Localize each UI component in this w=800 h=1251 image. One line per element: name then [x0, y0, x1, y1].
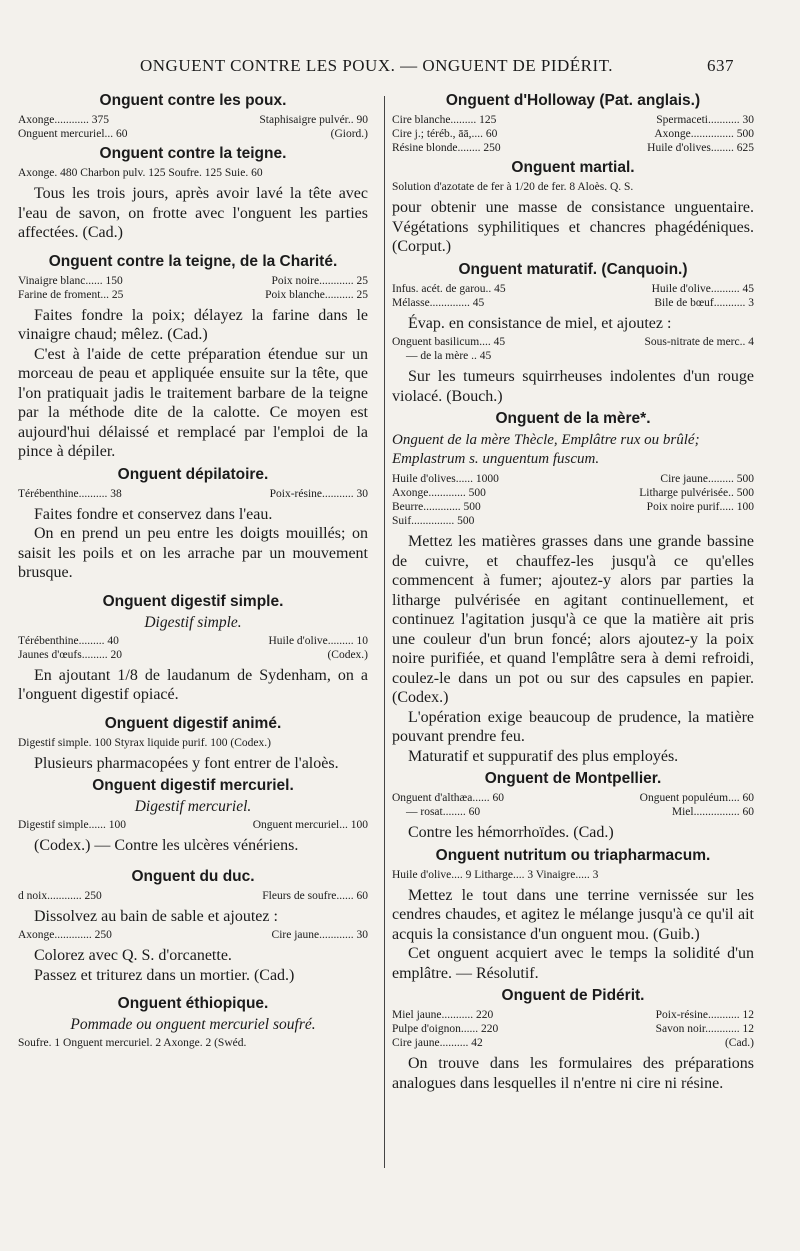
ingredient-line: Solution d'azotate de fer à 1/20 de fer. 8 Aloès. Q. S. [392, 181, 634, 193]
ingredient: Farine de froment... 25 [18, 288, 124, 301]
section-title: Onguent du duc. [131, 867, 255, 885]
ingredient: Axonge............. 500 [392, 487, 486, 499]
ingredient: Infus. acét. de garou.. 45 [392, 282, 506, 295]
section-title: Onguent dépilatoire. [117, 465, 269, 483]
ingredient-line: Digestif simple. 100 Styrax liquide purif. 100 (Codex.) [18, 736, 271, 749]
ingredient: Vinaigre blanc...... 150 [18, 274, 123, 287]
ingredient: Huile d'olives........ 625 [647, 142, 754, 154]
ingredient: Onguent populéum.... 60 [639, 792, 754, 804]
ingredient: Poix-résine........... 30 [269, 487, 368, 500]
ingredient: Onguent mercuriel... 60 [18, 128, 128, 140]
ingredient: — de la mère .. 45 [406, 350, 492, 362]
ingredient-list [392, 472, 754, 528]
paragraph: En ajoutant 1/8 de laudanum de Sydenham, on a l'onguent digestif opiacé. [18, 666, 368, 703]
paragraph: Tous les trois jours, après avoir lavé la tête avec l'eau de savon, on frotte avec l'onguent les parties affectées. (Cad.) [18, 185, 368, 241]
subtitle: Digestif mercuriel. [134, 798, 252, 815]
paragraph: Évap. en consistance de miel, et ajoutez : [408, 314, 672, 332]
ingredient: Axonge............... 500 [654, 128, 754, 140]
ingredient: Résine blonde........ 250 [392, 142, 501, 154]
ingredient: Fleurs de soufre...... 60 [262, 889, 368, 902]
ingredient: Onguent basilicum.... 45 [392, 336, 506, 348]
ingredient: Savon noir............ 12 [655, 1023, 754, 1035]
ingredient: Cire blanche......... 125 [392, 114, 497, 126]
paragraph: Plusieurs pharmacopées y font entrer de l'aloès. [34, 754, 339, 772]
subtitle: Onguent de la mère Thècle, Emplâtre rux ou brûlé; Emplastrum s. unguentum fuscum. [392, 432, 700, 467]
ingredient: Cire jaune......... 500 [660, 473, 754, 485]
paragraph: Mettez les matières grasses dans une grande bassine de cuivre, et chauffez-les jusqu'à ce qu'elles commencent à fumer; ajoutez-y alors par parties la litharge pulvérisée en agitant continuellement, et continuez l'agitation jusqu'à ce que la matière ait pris une couleur d'un brun foncé; alors ajoutez-y la poix noire purifiée, et quand l'emplâtre sera à demi refroidi, coulez-le dans un pot ou sur des capsules en papier. (Codex.) [392, 533, 754, 706]
paragraph: On en prend un peu entre les doigts mouillés; on saisit les poils et on les arrache par un mouvement brusque. [18, 525, 368, 581]
ingredient-list [18, 274, 368, 302]
paragraph: Mettez le tout dans une terrine vernissée sur les cendres chaudes, et agitez le mélange jusqu'à ce qu'il ait acquis la consistance d'un onguent mou. (Guib.) [392, 886, 754, 943]
ingredient-list [18, 113, 368, 141]
source-citation: (Cad.) [724, 1037, 754, 1049]
paragraph: Sur les tumeurs squirrheuses indolentes d'un rouge violacé. (Bouch.) [392, 368, 754, 405]
ingredient: Miel................ 60 [671, 806, 754, 818]
paragraph: Faites fondre la poix; délayez la farine dans le vinaigre chaud; mêlez. (Cad.) [18, 306, 368, 343]
section-title: Onguent de la mère*. [495, 410, 651, 427]
ingredient: Poix-résine........... 12 [655, 1009, 754, 1021]
section-title: Onguent contre la teigne. [99, 145, 287, 162]
ingredient-list [392, 1008, 754, 1050]
paragraph: Contre les hémorrhoïdes. (Cad.) [408, 824, 614, 841]
section-title: Onguent contre les poux. [99, 92, 287, 109]
ingredient: Axonge............ 375 [18, 114, 110, 126]
section-title: Onguent d'Holloway (Pat. anglais.) [445, 92, 701, 109]
ingredient-line: Soufre. 1 Onguent mercuriel. 2 Axonge. 2 (Swéd. [18, 1037, 247, 1049]
paragraph: Faites fondre et conservez dans l'eau. [34, 505, 273, 523]
column-divider [384, 96, 385, 1168]
ingredient: Térébenthine.......... 38 [18, 487, 122, 500]
paragraph: (Codex.) — Contre les ulcères vénériens. [34, 837, 299, 854]
ingredient: Bile de bœuf........... 3 [654, 296, 754, 309]
running-title: ONGUENT CONTRE LES POUX. — ONGUENT DE PIDÉRIT. [140, 56, 614, 75]
section-title: Onguent de Montpellier. [484, 770, 662, 787]
ingredient: Térébenthine......... 40 [18, 634, 119, 647]
ingredient-list [392, 791, 754, 819]
paragraph: C'est à l'aide de cette préparation étendue sur un morceau de peau et appliquée ensuite sur la tête, que l'on pratiquait jadis le traitement barbare de la teigne par la méthode dite de la calotte. Ce moyen est aujourd'hui délaissé et remplacé par l'emploi de la pince à dépiler. [18, 345, 368, 460]
section-title: Onguent digestif simple. [102, 592, 284, 610]
ingredient: Cire jaune.......... 42 [392, 1037, 483, 1049]
ingredient: Poix blanche.......... 25 [265, 288, 368, 301]
source-citation: (Codex.) [327, 648, 368, 661]
paragraph: Colorez avec Q. S. d'orcanette. [34, 947, 232, 964]
ingredient: Pulpe d'oignon...... 220 [392, 1023, 499, 1035]
paragraph: Maturatif et suppuratif des plus employés. [408, 747, 679, 765]
ingredient: Poix noire purif..... 100 [646, 501, 754, 513]
paragraph: Cet onguent acquiert avec le temps la solidité d'un emplâtre. — Résolutif. [392, 945, 754, 982]
ingredient: Beurre............. 500 [392, 501, 481, 513]
section-title: Onguent maturatif. (Canquoin.) [458, 260, 688, 278]
ingredient-list [392, 335, 754, 363]
ingredient-list [392, 113, 754, 155]
left-column [18, 88, 368, 1054]
subtitle: Pommade ou onguent mercuriel soufré. [70, 1016, 316, 1033]
ingredient: Miel jaune........... 220 [392, 1009, 494, 1021]
paragraph: L'opération exige beaucoup de prudence, la matière pouvant prendre feu. [392, 708, 754, 745]
section-title: Onguent nutritum ou triapharmacum. [435, 846, 711, 864]
paragraph: Passez et triturez dans un mortier. (Cad.) [34, 966, 295, 984]
section-title: Onguent contre la teigne, de la Charité. [48, 252, 338, 270]
ingredient: Huile d'olives...... 1000 [392, 473, 499, 485]
ingredient: Huile d'olive.......... 45 [651, 282, 754, 295]
page-number: 637 [707, 56, 734, 75]
ingredient: Litharge pulvérisée.. 500 [639, 487, 754, 499]
ingredient: Onguent d'althæa...... 60 [392, 792, 504, 804]
ingredient: Jaunes d'œufs......... 20 [18, 648, 122, 661]
paragraph: pour obtenir une masse de consistance unguentaire. Végétations syphilitiques et chancres phagédéniques. (Corput.) [392, 199, 754, 255]
ingredient: Spermaceti........... 30 [656, 114, 754, 126]
ingredient-line: Huile d'olive.... 9 Litharge.... 3 Vinaigre..... 3 [392, 868, 599, 881]
section-title: Onguent martial. [511, 159, 635, 176]
ingredient: Staphisaigre pulvér.. 90 [259, 114, 368, 126]
ingredient: — rosat........ 60 [406, 806, 481, 818]
ingredient: Onguent mercuriel... 100 [252, 819, 368, 831]
ingredient: Sous-nitrate de merc.. 4 [644, 336, 754, 348]
ingredient-list [392, 282, 754, 310]
ingredient: Cire jaune............ 30 [271, 929, 368, 941]
section-title: Onguent digestif animé. [104, 714, 282, 732]
ingredient: d noix............ 250 [18, 889, 102, 902]
ingredient: Suif............... 500 [392, 515, 475, 527]
ingredient: Digestif simple...... 100 [18, 819, 126, 831]
right-column [392, 88, 754, 1093]
ingredient: Poix noire............ 25 [271, 274, 368, 287]
ingredient: Axonge............. 250 [18, 929, 112, 941]
ingredient-line: Axonge. 480 Charbon pulv. 125 Soufre. 125 Suie. 60 [18, 167, 263, 179]
section-title: Onguent de Pidérit. [501, 987, 645, 1004]
paragraph: Dissolvez au bain de sable et ajoutez : [34, 907, 278, 925]
ingredient: Mélasse.............. 45 [392, 296, 485, 309]
section-title: Onguent digestif mercuriel. [92, 777, 294, 794]
paragraph: On trouve dans les formulaires des préparations analogues dans lesquelles il n'entre ni cire ni résine. [392, 1055, 754, 1092]
subtitle: Digestif simple. [144, 613, 242, 631]
ingredient-list [18, 634, 368, 662]
source-citation: (Giord.) [330, 128, 368, 140]
ingredient: Cire j.; téréb., āā,.... 60 [392, 128, 498, 140]
section-title: Onguent éthiopique. [117, 995, 269, 1012]
ingredient: Huile d'olive......... 10 [268, 634, 368, 647]
